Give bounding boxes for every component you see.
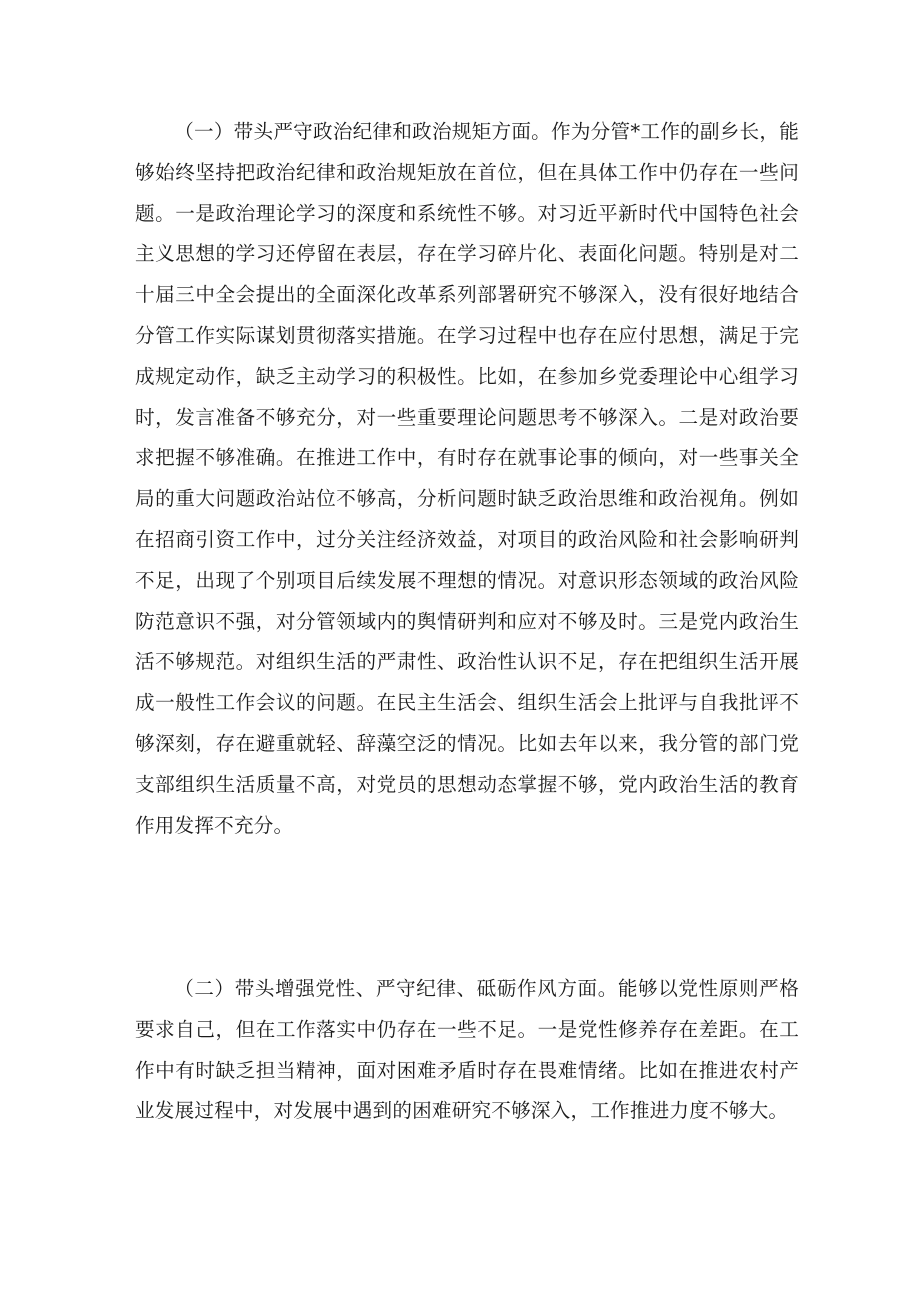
paragraph-party-spirit: （二）带头增强党性、严守纪律、砥砺作风方面。能够以党性原则严格要求自己，但在工作落实中仍存在一些不足。一是党性修养存在差距。在工作中有时缺乏担当精神，面对困难矛盾时存在畏难情绪。比如在推进农村产业发展过程中，对发展中遇到的困难研究不够深入，工作推进力度不够大。 — [135, 977, 799, 1123]
paragraph-political-discipline: （一）带头严守政治纪律和政治规矩方面。作为分管*工作的副乡长，能够始终坚持把政治纪律和政治规矩放在首位，但在具体工作中仍存在一些问题。一是政治理论学习的深度和系统性不够。对习近平新时代中国特色社会主义思想的学习还停留在表层，存在学习碎片化、表面化问题。特别是对二十届三中全会提出的全面深化改革系列部署研究不够深入，没有很好地结合分管工作实际谋划贯彻落实措施。在学习过程中也存在应付思想，满足于完成规定动作，缺乏主动学习的积极性。比如，在参加乡党委理论中心组学习时，发言准备不够充分，对一些重要理论问题思考不够深入。二是对政治要求把握不够准确。在推进工作中，有时存在就事论事的倾向，对一些事关全局的重大问题政治站位不够高，分析问题时缺乏政治思维和政治视角。例如在招商引资工作中，过分关注经济效益，对项目的政治风险和社会影响研判不足，出现了个别项目后续发展不理想的情况。对意识形态领域的政治风险防范意识不强，对分管领域内的舆情研判和应对不够及时。三是党内政治生活不够规范。对组织生活的严肃性、政治性认识不足，存在把组织生活开展成一般性工作会议的问题。在民主生活会、组织生活会上批评与自我批评不够深刻，存在避重就轻、辞藻空泛的情况。比如去年以来，我分管的部门党支部组织生活质量不高，对党员的思想动态掌握不够，党内政治生活的教育作用发挥不充分。 — [135, 120, 799, 837]
